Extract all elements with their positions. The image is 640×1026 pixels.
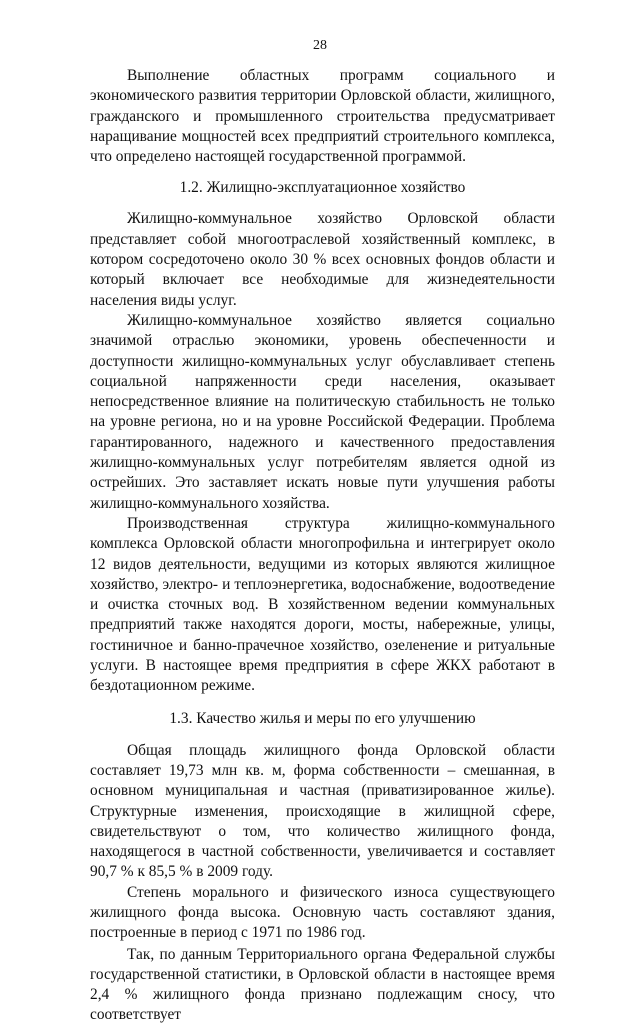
- section-heading-1-3: 1.3. Качество жилья и меры по его улучшению: [169, 709, 476, 727]
- section-1-2-paragraph-1: Жилищно-коммунальное хозяйство Орловской области представляет собой многоотраслевой хозяйственный комплекс, в котором сосредоточено около 30 % всех основных фондов области и который включает все необходимые для жизнедеятельности населения виды услуг.: [90, 210, 555, 309]
- section-1-3-paragraph-3: Так, по данным Территориального органа Федеральной службы государственной статистики, в Орловской области в настоящее время 2,4 % жилищного фонда признано подлежащим сносу, что соответствует: [90, 945, 555, 1024]
- section-1-2-paragraph-2: Жилищно-коммунальное хозяйство является социально значимой отраслью экономики, уровень обеспеченности и доступности жилищно-коммунальных услуг обуславливает степень социальной напряженности среди населения, оказывает непосредственное влияние на политическую стабильность не только на уровне региона, но и на уровне Российской Федерации. Проблема гарантированного, надежного и качественного предоставления жилищно-коммунальных услуг потребителям является одной из острейших. Это заставляет искать новые пути улучшения работы жилищно-коммунального хозяйства.: [90, 311, 555, 512]
- page-number: 28: [313, 38, 327, 53]
- section-1-2-paragraph-3: Производственная структура жилищно-коммунального комплекса Орловской области многопрофильна и интегрирует около 12 видов деятельности, ведущими из которых являются жилищное хозяйство, электро- и теплоэнергетика, водоснабжение, водоотведение и очистка сточных вод. В хозяйственном ведении коммунальных предприятий также находятся дороги, мосты, набережные, улицы, гостиничное и банно-прачечное хозяйство, озеленение и ритуальные услуги. В настоящее время предприятия в сфере ЖКХ работают в бездотационном режиме.: [90, 514, 555, 695]
- section-heading-1-2: 1.2. Жилищно-эксплуатационное хозяйство: [179, 179, 466, 197]
- section-1-3-paragraph-2: Степень морального и физического износа существующего жилищного фонда высока. Основную часть составляют здания, построенные в период с 1971 по 1986 год.: [90, 883, 555, 942]
- intro-paragraph: Выполнение областных программ социального и экономического развития территории Орловской области, жилищного, гражданского и промышленного строительства предусматривает наращивание мощностей всех предприятий строительного комплекса, что определено настоящей государственной программой.: [90, 67, 555, 166]
- section-1-3-paragraph-1: Общая площадь жилищного фонда Орловской области составляет 19,73 млн кв. м, форма собственности – смешанная, в основном муниципальная и частная (приватизированное жилье). Структурные изменения, происходящие в жилищной сфере, свидетельствуют о том, что количество жилищного фонда, находящегося в частной собственности, увеличивается и составляет 90,7 % к 85,5 % в 2009 году.: [90, 741, 555, 881]
- page-content: [90, 66, 555, 1026]
